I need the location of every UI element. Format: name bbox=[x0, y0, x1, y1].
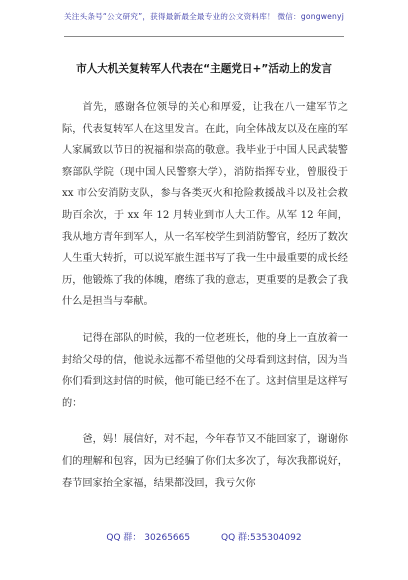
header-note: 关注头条号“公文研究”，获得最新最全最专业的公文资料库！ 微信：gongwenyj bbox=[63, 12, 345, 21]
document-title: 市人大机关复转军人代表在“主题党日+”活动上的发言 bbox=[76, 63, 332, 75]
footer-qq-group-2: QQ 群:535304092 bbox=[220, 533, 302, 543]
paragraph: 记得在部队的时候，我的一位老班长，他的身上一直放着一封给父母的信，他说永远都不希望他的父母看到这封信，因为当你们看到这封信的时候，他可能已经不在了。这封信里是这样写的： bbox=[62, 332, 348, 409]
header-divider bbox=[64, 36, 344, 37]
document-body bbox=[62, 97, 348, 494]
footer bbox=[0, 530, 408, 543]
footer-qq-group-1: QQ 群： 30265665 bbox=[106, 533, 191, 543]
paragraph: 爸，妈！展信好，对不起，今年春节又不能回家了，谢谢你们的理解和包容，因为已经骗了你们太多次了，每次我都说好，春节回家抬全家福，结果都没回，我亏欠你 bbox=[62, 434, 348, 489]
paragraph: 首先，感谢各位领导的关心和厚爱，让我在八一建军节之际，代表复转军人在这里发言。在此，向全体战友以及在座的军人家属致以节日的祝福和崇高的敬意。我毕业于中国人民武装警察部队学院（现中国人民警察大学），消防指挥专业，曾服役于 xx 市公安消防支队，参与各类灭火和抢险救援战斗以及社会救助百余次，于 xx 年 12 月转业到市人大工作。从军 12 年间，我从地方青年到军人，从一名军校学生到消防警官，经历了数次人生重大转折，可以说军旅生涯书写了我一生中最重要的成长经历，他锻炼了我的体魄，磨练了我的意志，更重要的是教会了我什么是担当与奉献。 bbox=[62, 102, 348, 308]
